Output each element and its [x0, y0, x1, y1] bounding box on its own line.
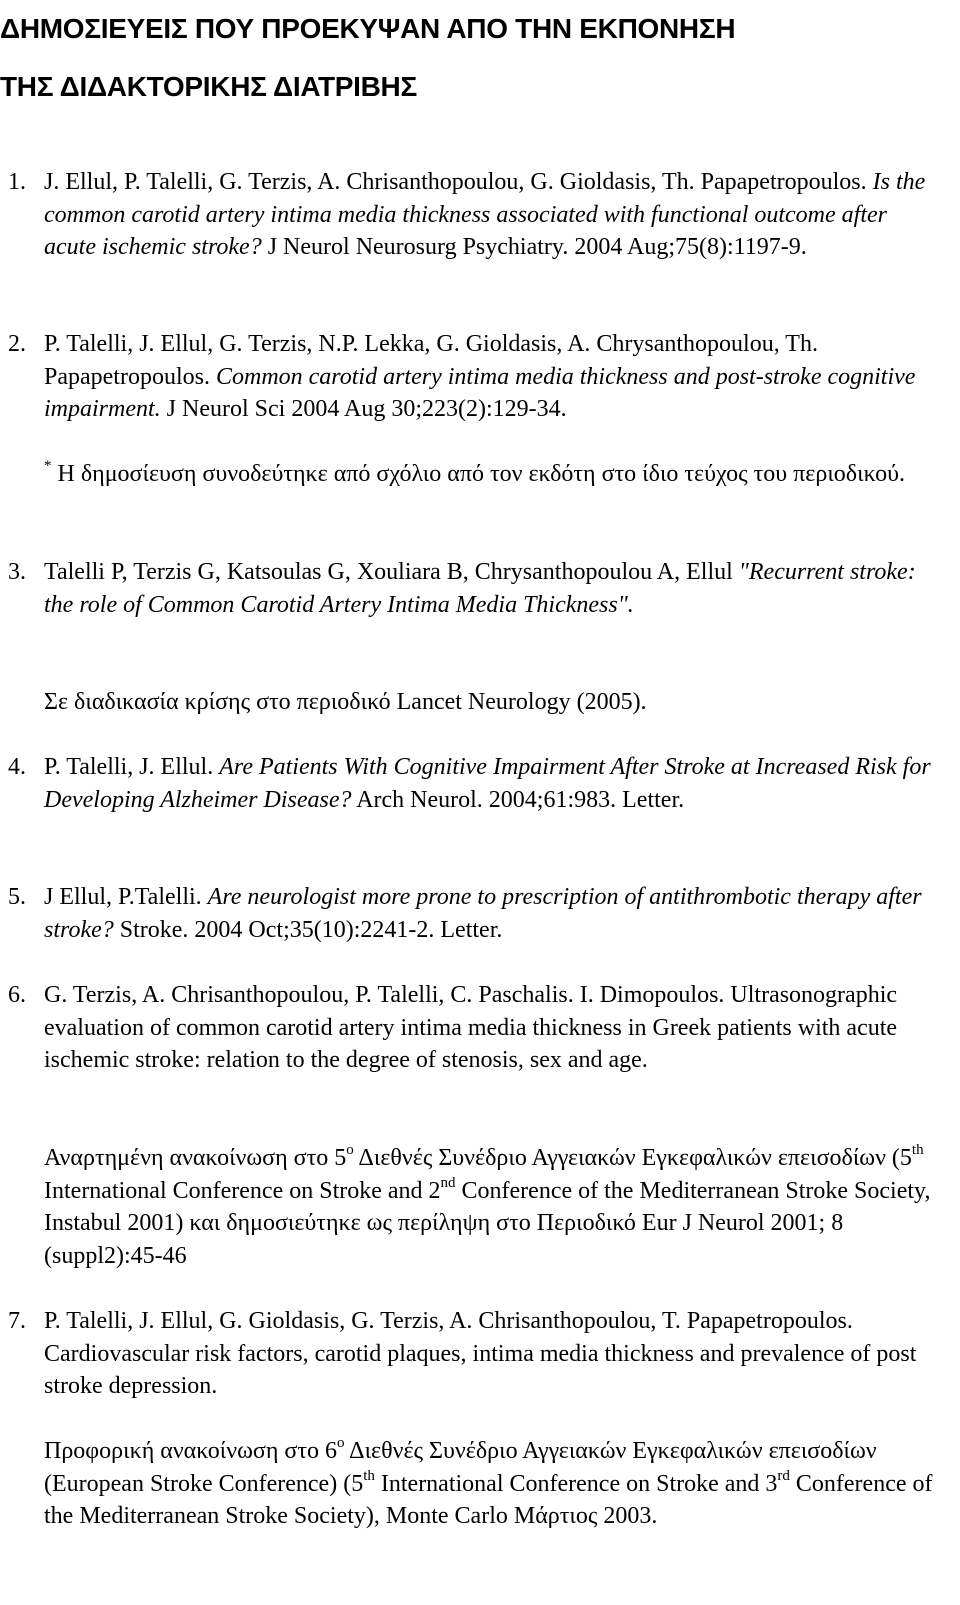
- conference-note-7: [44, 1435, 944, 1533]
- publication-note-3: Σε διαδικασία κρίσης στο περιοδικό Lancet Neurology (2005).: [44, 689, 647, 715]
- title-line-2: ΤΗΣ ΔΙΔΑΚΤΟΡΙΚΗΣ ΔΙΑΤΡΙΒΗΣ: [0, 71, 417, 102]
- superscript: ο: [336, 1435, 345, 1451]
- item-source: J Neurol Neurosurg Psychiatry. 2004 Aug;75(8):1197-9.: [267, 234, 807, 260]
- note-text: International Conference on Stroke and 2: [44, 1177, 441, 1204]
- conference-note-6: [44, 1142, 944, 1272]
- item-number: 7.: [8, 1308, 26, 1334]
- item-number: 2.: [8, 331, 26, 357]
- item-body: [44, 979, 944, 1077]
- item-body: [44, 881, 944, 946]
- item-title: "Recurrent stroke: the role of Common Carotid Artery Intima Media Thickness".: [44, 559, 916, 618]
- item-title: Are neurologist more prone to prescription of antithrombotic therapy after stroke?: [44, 884, 922, 943]
- item-number: 5.: [8, 884, 26, 910]
- publication-item-4: [8, 751, 948, 816]
- item-number: 6.: [8, 982, 26, 1008]
- item-body: [44, 751, 944, 816]
- note-text: Η δημοσίευση συνοδεύτηκε από σχόλιο από τον εκδότη στο ίδιο τεύχος του περιοδικού.: [57, 461, 906, 487]
- item-body: [44, 328, 944, 426]
- item-body: [44, 556, 944, 621]
- publication-note-2: [44, 458, 944, 491]
- item-authors: G. Terzis, A. Chrisanthopoulou, P. Talelli, C. Paschalis. I. Dimopoulos.: [44, 982, 725, 1008]
- item-authors: P. Talelli, J. Ellul.: [44, 754, 214, 780]
- item-body: [44, 1305, 944, 1403]
- publication-item-7: [8, 1305, 948, 1403]
- item-number: 1.: [8, 169, 26, 195]
- superscript: th: [911, 1142, 924, 1158]
- item-title: Are Patients With Cognitive Impairment After Stroke at Increased Risk for Developing Alzheimer Disease?: [44, 754, 931, 813]
- page-title: [0, 0, 960, 116]
- item-authors: J Ellul, P.Talelli.: [44, 884, 202, 910]
- item-authors: Talelli P, Terzis G, Katsoulas G, Xouliara B, Chrysanthopoulou A, Ellul: [44, 559, 733, 585]
- note-text: International Conference on Stroke and 3: [374, 1470, 778, 1497]
- publication-item-1: [8, 166, 948, 264]
- publication-item-3: [8, 556, 948, 621]
- publication-item-6: [8, 979, 948, 1077]
- item-source: J Neurol Sci 2004 Aug 30;223(2):129-34.: [166, 396, 567, 422]
- item-source: Arch Neurol. 2004;61:983. Letter.: [356, 786, 685, 813]
- item-authors: J. Ellul, P. Talelli, G. Terzis, A. Chrisanthopoulou, G. Gioldasis, Th. Papapetropoulos.: [44, 169, 867, 195]
- item-number: 4.: [8, 754, 26, 780]
- publication-item-5: [8, 881, 948, 946]
- superscript: rd: [777, 1467, 790, 1484]
- note-text: Διεθνές Συνέδριο Αγγειακών Εγκεφαλικών επεισοδίων (European Stroke Conference) (5: [44, 1438, 877, 1497]
- superscript: th: [363, 1467, 375, 1484]
- asterisk-marker: *: [44, 458, 52, 474]
- note-text: Διεθνές Συνέδριο Αγγειακών Εγκεφαλικών επεισοδίων (5: [353, 1145, 912, 1171]
- item-authors: P. Talelli, J. Ellul, G. Gioldasis, G. Terzis, A. Chrisanthopoulou, T. Papapetropoulos.: [44, 1308, 853, 1334]
- title-line-1: ΔΗΜΟΣΙΕΥΕΙΣ ΠΟΥ ΠΡΟΕΚΥΨΑΝ ΑΠΟ ΤΗΝ ΕΚΠΟΝΗΣΗ: [0, 13, 736, 44]
- superscript: ο: [346, 1142, 354, 1158]
- item-source: Stroke. 2004 Oct;35(10):2241-2. Letter.: [119, 916, 503, 943]
- note-text: Αναρτημένη ανακοίνωση στο 5: [44, 1145, 347, 1171]
- item-title: Is the common carotid artery intima media thickness associated with functional outcome after acute ischemic stroke?: [44, 169, 926, 260]
- superscript: nd: [440, 1174, 456, 1191]
- item-title: Ultrasonographic evaluation of common carotid artery intima media thickness in Greek patients with acute ischemic stroke: relation to the degree of stenosis, sex and age.: [44, 982, 898, 1073]
- item-authors: P. Talelli, J. Ellul, G. Terzis, N.P. Lekka, G. Gioldasis, A. Chrysanthopoulou, Th. Papapetropoulos.: [44, 331, 818, 390]
- note-text: Conference of the Mediterranean Stroke Society, Instabul 2001) και δημοσιεύτηκε ως περίληψη στο Περιοδικό Eur J Neurol 2001; 8 (suppl2):45-46: [44, 1177, 931, 1269]
- item-title: Common carotid artery intima media thickness and post-stroke cognitive impairment.: [44, 363, 916, 422]
- note-text: Conference of the Mediterranean Stroke Society), Monte Carlo Μάρτιος 2003.: [44, 1470, 933, 1529]
- publication-item-2: [8, 328, 948, 426]
- item-body: [44, 166, 944, 264]
- note-text: Προφορική ανακοίνωση στο 6: [44, 1438, 337, 1464]
- item-title: Cardiovascular risk factors, carotid plaques, intima media thickness and prevalence of post stroke depression.: [44, 1340, 917, 1399]
- item-number: 3.: [8, 559, 26, 585]
